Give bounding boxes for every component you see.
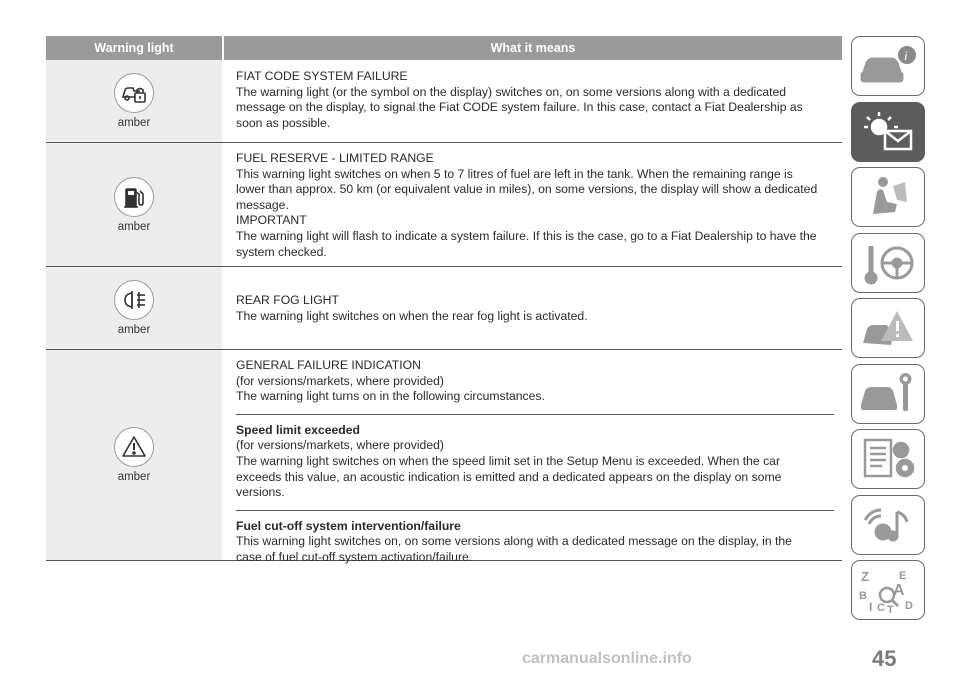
sub-section <box>236 510 834 566</box>
tab-starting-driving[interactable] <box>851 233 925 293</box>
table-row <box>46 267 842 350</box>
description-line: The warning light switches on when the speed limit set in the Setup Menu is exceeded. When the car <box>236 453 780 468</box>
table-header <box>46 36 842 60</box>
icon-cell <box>46 267 222 349</box>
icon-cell <box>46 60 222 142</box>
tab-warning-lights[interactable] <box>851 102 925 162</box>
description-cell <box>222 267 842 349</box>
seat-airbag-icon <box>857 172 919 222</box>
fuel-pump-icon <box>114 177 154 217</box>
description-cell <box>222 60 842 142</box>
car-info-icon <box>857 41 919 91</box>
important-title: IMPORTANT <box>236 213 307 228</box>
warning-title: FUEL RESERVE - LIMITED RANGE <box>236 151 434 165</box>
tab-multimedia[interactable] <box>851 495 925 555</box>
warning-title: REAR FOG LIGHT <box>236 293 339 307</box>
index-letters-icon <box>857 565 919 615</box>
technical-data-icon <box>857 434 919 484</box>
svg-text:T: T <box>887 604 894 615</box>
description-line: exceeds this value, an acoustic indication is emitted and a dedicated appears on the display on some <box>236 469 782 484</box>
multimedia-icon <box>857 500 919 550</box>
header-what-it-means: What it means <box>222 36 842 60</box>
light-color: amber <box>117 324 151 336</box>
description-line: message. <box>236 197 289 212</box>
svg-text:I: I <box>869 600 873 614</box>
light-color: amber <box>117 220 151 233</box>
car-maintenance-icon <box>857 369 919 419</box>
rear-fog-light-icon <box>114 280 154 320</box>
description-line: soon as possible. <box>236 115 331 130</box>
tab-technical-data[interactable] <box>851 429 925 489</box>
description-line: system checked. <box>236 244 327 259</box>
icon-cell <box>46 350 222 560</box>
svg-text:C: C <box>877 602 885 614</box>
description-line: This warning light switches on, on some versions along with a dedicated message on the display, in the <box>236 534 792 549</box>
emergency-car-icon <box>857 303 919 353</box>
svg-text:E: E <box>899 570 907 582</box>
table-row <box>46 350 842 564</box>
description-line: The warning light switches on when the rear fog light is activated. <box>236 308 588 323</box>
tab-car-info[interactable] <box>851 36 925 96</box>
sub-section-title: Fuel cut-off system intervention/failure <box>236 518 461 533</box>
page-number: 45 <box>872 646 897 671</box>
svg-text:D: D <box>905 600 913 612</box>
description-line: The warning light will flash to indicate a system failure. If this is the case, go to a Fiat Dealership to have the <box>236 228 817 243</box>
description-line: (for versions/markets, where provided) <box>236 438 444 453</box>
svg-text:B: B <box>859 590 867 602</box>
tab-safety[interactable] <box>851 167 925 227</box>
description-cell <box>222 143 842 266</box>
sub-section-title: Speed limit exceeded <box>236 422 360 437</box>
description-line: message on the display, to signal the Fiat CODE system failure. In this case, contact a Fiat Dealership as <box>236 100 803 115</box>
warning-lights-table <box>46 36 842 564</box>
watermark: carmanualsonline.info <box>522 650 692 667</box>
sub-section <box>236 414 834 501</box>
light-color: amber <box>117 471 151 483</box>
warning-title: FIAT CODE SYSTEM FAILURE <box>236 69 408 83</box>
description-cell <box>222 350 842 564</box>
warning-triangle-icon <box>114 427 154 467</box>
table-row <box>46 60 842 143</box>
fiat-code-car-lock-icon <box>114 73 154 113</box>
description-line: This warning light switches on when 5 to 7 litres of fuel are left in the tank. When the remaining range is <box>236 166 793 181</box>
light-color: amber <box>117 117 151 129</box>
header-warning-light: Warning light <box>94 41 174 55</box>
tab-emergency[interactable] <box>851 298 925 358</box>
description-line: case of fuel cut-off system activation/failure. <box>236 549 473 564</box>
description-line: lower than approx. 50 km (or equivalent value in miles), on some versions, the display will show a dedicated <box>236 182 818 197</box>
table-row <box>46 143 842 267</box>
description-line: The warning light (or the symbol on the display) switches on, on some versions along with a dedicated <box>236 84 787 99</box>
tab-index[interactable] <box>851 560 925 620</box>
warning-title: GENERAL FAILURE INDICATION <box>236 358 421 372</box>
svg-text:i: i <box>904 48 908 63</box>
svg-text:A: A <box>893 582 905 599</box>
description-line: (for versions/markets, where provided) <box>236 373 444 388</box>
tab-maintenance[interactable] <box>851 364 925 424</box>
icon-cell <box>46 143 222 266</box>
svg-text:Z: Z <box>861 569 869 584</box>
description-line: versions. <box>236 485 285 500</box>
warning-lights-message-icon <box>857 107 919 157</box>
chapter-tabs <box>851 36 925 626</box>
key-steering-wheel-icon <box>857 238 919 288</box>
description-line: The warning light turns on in the following circumstances. <box>236 389 545 404</box>
